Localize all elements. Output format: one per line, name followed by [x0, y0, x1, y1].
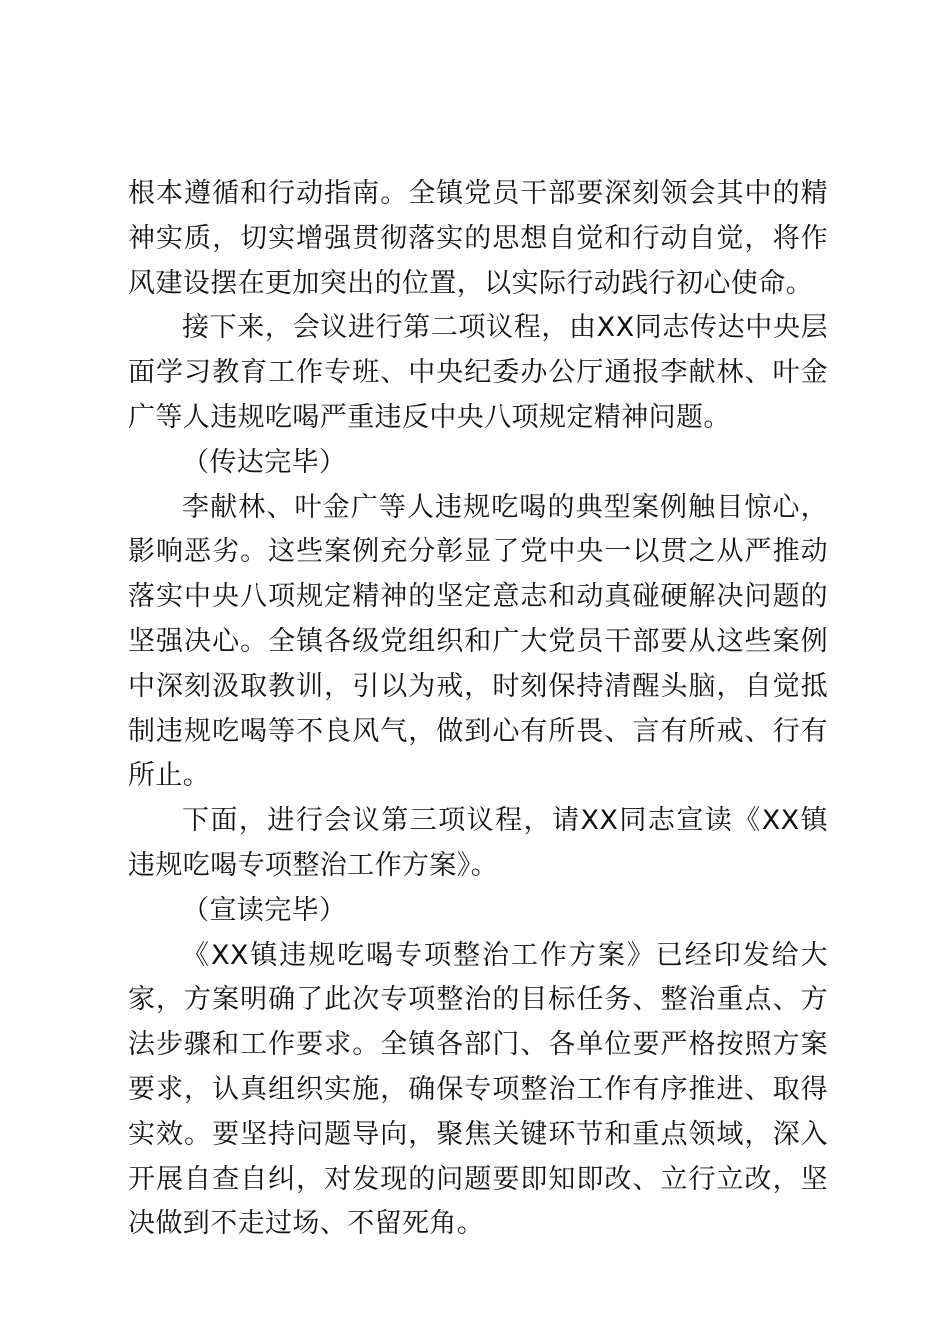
paragraph-plan-requirements: 《XX镇违规吃喝专项整治工作方案》已经印发给大家，方案明确了此次专项整治的目标任务、整治重点、方法步骤和工作要求。全镇各部门、各单位要严格按照方案要求，认真组织实施，确保专项整治工作有序推进、取得实效。要坚持问题导向，聚焦关键环节和重点领域，深入开展自查自纠，对发现的问题要即知即改、立行立改，坚决做到不走过场、不留死角。 [128, 939, 828, 1240]
document-body [128, 172, 828, 1247]
paragraph-continuation: 根本遵循和行动指南。全镇党员干部要深刻领会其中的精神实质，切实增强贯彻落实的思想自觉和行动自觉，将作风建设摆在更加突出的位置，以实际行动践行初心使命。 [128, 178, 828, 299]
paragraph-agenda-three: 下面，进行会议第三项议程，请XX同志宣读《XX镇违规吃喝专项整治工作方案》。 [128, 805, 828, 881]
note-reading-complete: （宣读完毕） [182, 894, 347, 926]
paragraph-case-commentary: 李献林、叶金广等人违规吃喝的典型案例触目惊心，影响恶劣。这些案例充分彰显了党中央一以贯之从严推动落实中央八项规定精神的坚定意志和动真碰硬解决问题的坚强决心。全镇各级党组织和广大党员干部要从这些案例中深刻汲取教训，引以为戒，时刻保持清醒头脑，自觉抵制违规吃喝等不良风气，做到心有所畏、言有所戒、行有所止。 [128, 491, 828, 792]
paragraph-agenda-two: 接下来，会议进行第二项议程，由XX同志传达中央层面学习教育工作专班、中央纪委办公厅通报李献林、叶金广等人违规吃喝严重违反中央八项规定精神问题。 [128, 312, 828, 433]
note-transmission-complete: （传达完毕） [182, 446, 347, 478]
